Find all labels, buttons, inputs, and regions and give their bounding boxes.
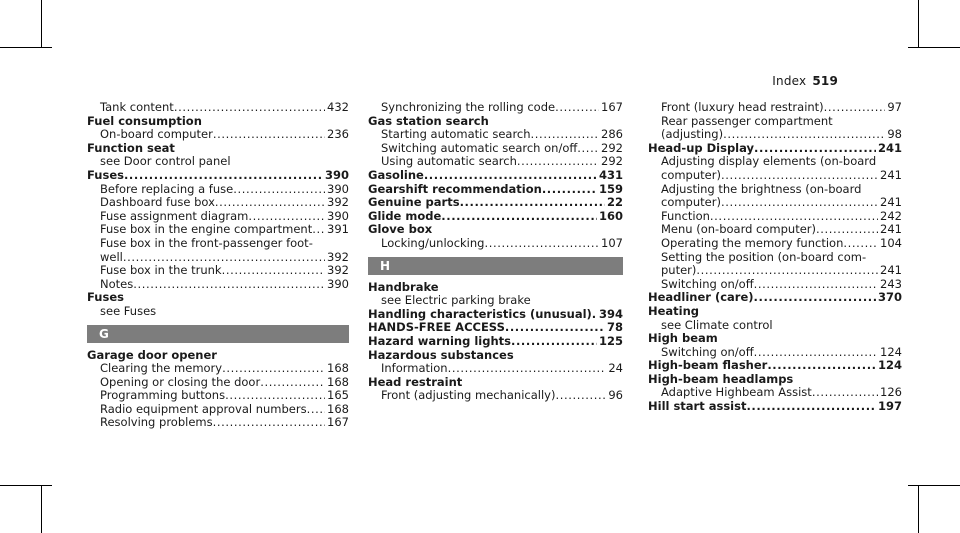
page-reference[interactable]: 241 <box>880 195 902 210</box>
entry-text: Fuse box in the trunk <box>100 263 222 278</box>
index-subentry[interactable] <box>368 128 623 142</box>
dot-leader <box>133 278 325 292</box>
entry-text: Resolving problems <box>100 415 213 430</box>
page-reference[interactable]: 197 <box>877 399 902 414</box>
page-reference[interactable]: 98 <box>887 127 902 142</box>
entry-text: see Electric parking brake <box>381 293 531 308</box>
entry-text: Opening or closing the door <box>100 374 261 389</box>
index-subentry <box>648 183 902 197</box>
entry-text: Front (luxury head restraint) <box>661 100 824 114</box>
entry-text: Handbrake <box>368 279 439 294</box>
entry-text: Heating <box>648 303 700 318</box>
index-subentry[interactable] <box>87 389 349 403</box>
crop-mark <box>918 0 919 48</box>
page-reference[interactable]: 241 <box>880 167 902 182</box>
page-reference[interactable]: 394 <box>598 306 623 321</box>
index-headword <box>87 291 349 305</box>
dot-leader <box>721 169 878 183</box>
entry-text: Switching on/off <box>661 276 754 291</box>
entry-text: Information <box>381 361 448 376</box>
page-reference[interactable]: 390 <box>324 167 349 182</box>
index-subentry[interactable] <box>368 237 623 251</box>
dot-leader <box>746 400 876 414</box>
dot-leader <box>767 359 876 373</box>
page-reference[interactable]: 124 <box>877 358 902 373</box>
entry-text: Gas station search <box>368 113 489 128</box>
dot-leader <box>710 210 878 224</box>
index-headword[interactable] <box>648 142 902 156</box>
dot-leader <box>843 237 878 251</box>
entry-text: Dashboard fuse box <box>100 195 215 210</box>
index-subentry[interactable] <box>368 142 623 156</box>
page-reference[interactable]: 125 <box>598 333 623 348</box>
entry-text: Locking/unlocking <box>381 235 485 250</box>
dot-leader <box>555 389 606 403</box>
entry-text: Hill start assist <box>648 399 747 414</box>
entry-text: Hazard warning lights <box>368 333 511 348</box>
index-column-2 <box>368 101 623 403</box>
index-headword <box>648 332 902 346</box>
page-reference[interactable]: 236 <box>327 127 349 142</box>
entry-text: well <box>100 249 123 264</box>
index-subentry <box>648 251 902 265</box>
index-subentry[interactable] <box>648 346 902 360</box>
index-headword[interactable] <box>87 169 349 183</box>
dot-leader <box>754 142 876 156</box>
entry-text: Fuse assignment diagram <box>100 208 249 223</box>
letter-section-bar: G <box>87 325 349 343</box>
index-subentry[interactable] <box>648 278 902 292</box>
entry-text: Garage door opener <box>87 347 217 362</box>
index-headword <box>87 349 349 363</box>
entry-text: Adjusting the brightness (on-board <box>661 181 862 196</box>
index-headword <box>87 142 349 156</box>
page-reference[interactable]: 241 <box>880 263 902 278</box>
page-reference[interactable]: 160 <box>598 208 623 223</box>
entry-text: Headliner (care) <box>648 290 754 305</box>
index-headword <box>368 223 623 237</box>
entry-text: Handling characteristics (unusual) <box>368 306 592 321</box>
entry-text: Before replacing a fuse <box>100 181 234 196</box>
dot-leader <box>424 169 597 183</box>
index-subentry[interactable] <box>87 416 349 430</box>
page-reference[interactable]: 286 <box>601 127 623 142</box>
page-reference[interactable]: 168 <box>327 374 349 389</box>
index-headword[interactable] <box>368 196 623 210</box>
page-reference[interactable]: 241 <box>880 222 902 237</box>
page-reference[interactable]: 392 <box>327 195 349 210</box>
dot-leader <box>460 196 605 210</box>
page-reference[interactable]: 24 <box>608 361 623 376</box>
entry-text: Glide mode <box>368 208 442 223</box>
entry-text: Programming buttons <box>100 388 226 403</box>
dot-leader <box>225 389 325 403</box>
entry-text: Genuine parts <box>368 195 460 210</box>
crop-mark <box>0 47 52 48</box>
dot-leader <box>517 155 599 169</box>
entry-text: puter) <box>661 263 697 278</box>
index-headword[interactable] <box>368 308 623 322</box>
crop-mark <box>41 0 42 48</box>
entry-text: Fuses <box>87 290 124 305</box>
page-reference[interactable]: 167 <box>601 100 623 114</box>
index-subentry[interactable] <box>648 264 902 278</box>
page-reference[interactable]: 390 <box>327 276 349 291</box>
index-subentry <box>648 319 902 333</box>
entry-text: Rear passenger compartment <box>661 113 833 128</box>
entry-text: see Fuses <box>100 303 157 318</box>
index-subentry[interactable] <box>87 264 349 278</box>
page-reference[interactable]: 126 <box>880 385 902 400</box>
index-subentry[interactable] <box>87 196 349 210</box>
page-reference[interactable]: 165 <box>327 388 349 403</box>
dot-leader <box>754 346 878 360</box>
index-headword <box>368 376 623 390</box>
index-subentry[interactable] <box>368 389 623 403</box>
dot-leader <box>812 386 878 400</box>
entry-text: Fuel consumption <box>87 113 202 128</box>
entry-text: Synchronizing the rolling code <box>381 100 556 114</box>
index-headword[interactable] <box>368 210 623 224</box>
page-reference[interactable]: 292 <box>601 140 623 155</box>
entry-text: Gasoline <box>368 167 424 182</box>
index-subentry[interactable] <box>648 128 902 142</box>
index-headword <box>648 305 902 319</box>
page-reference[interactable]: 104 <box>880 235 902 250</box>
page-reference[interactable]: 292 <box>601 154 623 169</box>
page-reference[interactable]: 107 <box>601 235 623 250</box>
page-reference[interactable]: 391 <box>327 222 349 237</box>
index-subentry[interactable] <box>368 362 623 376</box>
index-column-1 <box>87 101 349 430</box>
entry-text: HANDS-FREE ACCESS <box>368 320 505 335</box>
index-headword <box>368 281 623 295</box>
dot-leader <box>816 223 878 237</box>
index-subentry[interactable] <box>648 210 902 224</box>
index-headword[interactable] <box>648 400 902 414</box>
dot-leader <box>723 128 885 142</box>
index-subentry[interactable] <box>87 223 349 237</box>
entry-text: Using automatic search <box>381 154 517 169</box>
entry-text: High beam <box>648 331 718 346</box>
entry-text: Notes <box>100 276 134 291</box>
section-title: Index <box>772 74 807 88</box>
index-headword[interactable] <box>648 359 902 373</box>
index-headword[interactable] <box>648 291 902 305</box>
page-reference[interactable]: 96 <box>608 388 623 403</box>
index-subentry[interactable] <box>368 155 623 169</box>
entry-text: Glove box <box>368 222 433 237</box>
index-subentry <box>87 305 349 319</box>
index-subentry[interactable] <box>648 223 902 237</box>
index-headword <box>87 115 349 129</box>
dot-leader <box>307 403 325 417</box>
dot-leader <box>577 142 599 156</box>
index-subentry[interactable] <box>87 183 349 197</box>
index-subentry[interactable] <box>87 278 349 292</box>
index-subentry[interactable] <box>648 169 902 183</box>
entry-text: Fuse box in the engine compartment <box>100 222 313 237</box>
index-subentry[interactable] <box>87 210 349 224</box>
entry-text: Adjusting display elements (on-board <box>661 154 877 169</box>
dot-leader <box>542 183 597 197</box>
entry-text: Fuses <box>87 167 124 182</box>
index-subentry <box>87 237 349 251</box>
index-subentry[interactable] <box>87 101 349 115</box>
entry-text: Menu (on-board computer) <box>661 222 817 237</box>
page-reference[interactable]: 390 <box>327 181 349 196</box>
entry-text: Switching on/off <box>661 344 754 359</box>
index-subentry[interactable] <box>648 237 902 251</box>
index-subentry <box>648 155 902 169</box>
entry-text: Head restraint <box>368 374 463 389</box>
index-subentry[interactable] <box>87 251 349 265</box>
dot-leader <box>124 169 323 183</box>
dot-leader <box>721 196 878 210</box>
entry-text: Tank content <box>100 100 174 114</box>
index-headword[interactable] <box>368 183 623 197</box>
page-reference[interactable]: 78 <box>606 320 623 335</box>
page-reference[interactable]: 242 <box>880 208 902 223</box>
page-reference[interactable]: 431 <box>598 167 623 182</box>
entry-text: Hazardous substances <box>368 347 514 362</box>
index-headword[interactable] <box>368 321 623 335</box>
dot-leader <box>215 196 325 210</box>
entry-text: see Door control panel <box>100 154 231 169</box>
entry-text: Function seat <box>87 140 175 155</box>
page-reference[interactable]: 370 <box>877 290 902 305</box>
dot-leader <box>555 101 599 115</box>
page-header <box>772 74 838 88</box>
entry-text: High-beam flasher <box>648 358 768 373</box>
dot-leader <box>448 362 607 376</box>
index-column-3 <box>648 101 902 414</box>
crop-mark <box>918 485 919 533</box>
dot-leader <box>754 278 878 292</box>
page-reference[interactable]: 241 <box>877 140 902 155</box>
index-subentry[interactable] <box>368 101 623 115</box>
letter-section-bar: H <box>368 257 623 275</box>
page-reference[interactable]: 432 <box>327 100 349 114</box>
dot-leader <box>222 264 325 278</box>
entry-text: High-beam headlamps <box>648 371 794 386</box>
dot-leader <box>824 101 886 115</box>
index-headword <box>648 373 902 387</box>
dot-leader <box>222 362 325 376</box>
index-subentry <box>87 155 349 169</box>
page-reference[interactable]: 243 <box>880 276 902 291</box>
entry-text: Front (adjusting mechanically) <box>381 388 556 403</box>
index-headword[interactable] <box>368 169 623 183</box>
page-reference[interactable]: 390 <box>327 208 349 223</box>
index-subentry <box>648 115 902 129</box>
page-reference[interactable]: 392 <box>327 249 349 264</box>
dot-leader <box>484 237 599 251</box>
entry-text: computer) <box>661 167 721 182</box>
dot-leader <box>441 210 597 224</box>
entry-text: Function <box>661 208 710 223</box>
dot-leader <box>754 291 876 305</box>
dot-leader <box>696 264 878 278</box>
dot-leader <box>505 321 605 335</box>
entry-text: Adaptive Highbeam Assist <box>661 385 812 400</box>
dot-leader <box>531 128 600 142</box>
index-subentry[interactable] <box>87 376 349 390</box>
entry-text: Gearshift recommendation <box>368 181 542 196</box>
crop-mark <box>908 47 960 48</box>
index-subentry[interactable] <box>87 128 349 142</box>
entry-text: Switching automatic search on/off <box>381 140 578 155</box>
dot-leader <box>174 101 325 115</box>
dot-leader <box>260 376 325 390</box>
entry-text: Operating the memory function <box>661 235 844 250</box>
index-headword <box>368 115 623 129</box>
page-reference[interactable]: 159 <box>598 181 623 196</box>
index-subentry <box>368 294 623 308</box>
index-headword[interactable] <box>368 335 623 349</box>
entry-text: computer) <box>661 195 721 210</box>
entry-text: Radio equipment approval numbers <box>100 401 307 416</box>
page-reference[interactable]: 22 <box>606 195 623 210</box>
entry-text: Clearing the memory <box>100 361 223 376</box>
page-reference[interactable]: 168 <box>327 401 349 416</box>
dot-leader <box>123 251 325 265</box>
entry-text: Starting automatic search <box>381 127 531 142</box>
entry-text: (adjusting) <box>661 127 724 142</box>
index-subentry[interactable] <box>648 386 902 400</box>
index-subentry[interactable] <box>648 101 902 115</box>
dot-leader <box>511 335 597 349</box>
entry-text: Setting the position (on-board com- <box>661 249 867 264</box>
index-subentry[interactable] <box>87 403 349 417</box>
page-reference[interactable]: 97 <box>887 100 902 114</box>
dot-leader <box>213 128 325 142</box>
page-reference[interactable]: 168 <box>327 361 349 376</box>
page-reference[interactable]: 124 <box>880 344 902 359</box>
dot-leader <box>213 416 325 430</box>
page-reference[interactable]: 167 <box>327 415 349 430</box>
page-number: 519 <box>812 74 838 88</box>
crop-mark <box>0 485 52 486</box>
entry-text: Head-up Display <box>648 140 755 155</box>
index-subentry[interactable] <box>648 196 902 210</box>
dot-leader <box>248 210 325 224</box>
dot-leader <box>312 223 325 237</box>
entry-text: see Climate control <box>661 317 773 332</box>
index-subentry[interactable] <box>87 362 349 376</box>
crop-mark <box>41 485 42 533</box>
index-headword <box>368 349 623 363</box>
page-reference[interactable]: 392 <box>327 263 349 278</box>
entry-text: On-board computer <box>100 127 213 142</box>
entry-text: Fuse box in the front-passenger foot- <box>100 235 313 250</box>
dot-leader <box>233 183 325 197</box>
crop-mark <box>908 485 960 486</box>
